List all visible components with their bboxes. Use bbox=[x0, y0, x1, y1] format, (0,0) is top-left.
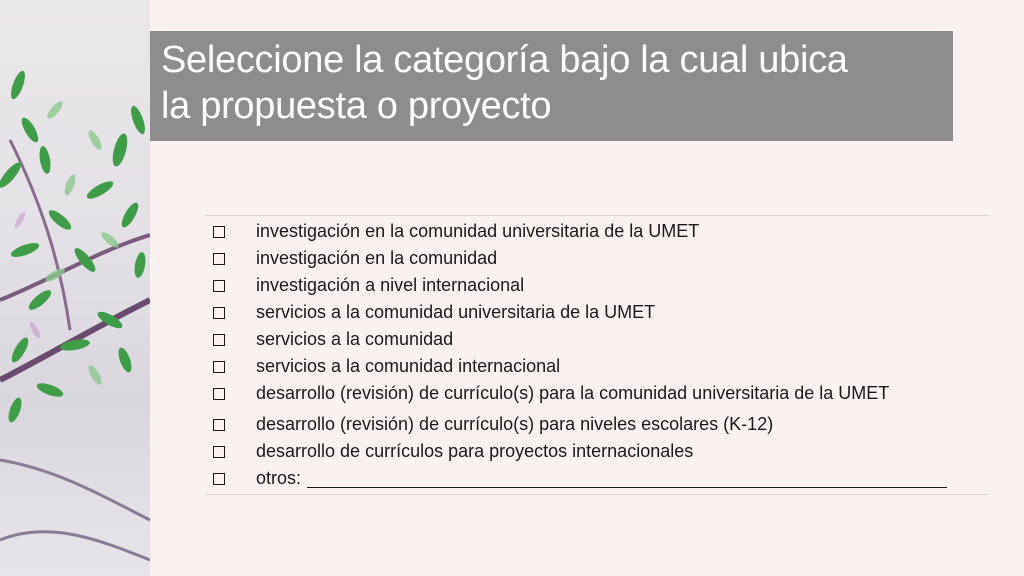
list-item-other bbox=[205, 465, 989, 492]
list-item bbox=[205, 272, 989, 299]
title-line-2: la propuesta o proyecto bbox=[161, 85, 552, 127]
checkbox[interactable] bbox=[213, 419, 225, 431]
checkbox[interactable] bbox=[213, 253, 225, 265]
item-label: servicios a la comunidad universitaria de la UMET bbox=[256, 302, 656, 322]
list-item bbox=[205, 353, 989, 380]
checkbox[interactable] bbox=[213, 446, 225, 458]
item-label: desarrollo (revisión) de currículo(s) para la comunidad universitaria de la UMET bbox=[256, 383, 890, 403]
slide-title bbox=[150, 31, 953, 141]
checkbox[interactable] bbox=[213, 388, 225, 400]
list-item bbox=[205, 411, 989, 438]
item-label: servicios a la comunidad bbox=[256, 329, 454, 349]
item-label: desarrollo de currículos para proyectos internacionales bbox=[256, 441, 694, 461]
list-item bbox=[205, 218, 989, 245]
list-item bbox=[205, 380, 989, 407]
list-item bbox=[205, 299, 989, 326]
title-line-1: Seleccione la categoría bajo la cual ubica bbox=[161, 39, 848, 81]
item-label: servicios a la comunidad internacional bbox=[256, 356, 561, 376]
decorative-leaf-image bbox=[0, 0, 150, 576]
other-label: otros: bbox=[256, 468, 302, 488]
item-label: desarrollo (revisión) de currículo(s) para niveles escolares (K-12) bbox=[256, 414, 774, 434]
checkbox[interactable] bbox=[213, 280, 225, 292]
item-label: investigación en la comunidad bbox=[256, 248, 498, 268]
checkbox[interactable] bbox=[213, 226, 225, 238]
item-label: investigación en la comunidad universitaria de la UMET bbox=[256, 221, 700, 241]
other-blank-line[interactable] bbox=[307, 469, 947, 488]
list-item bbox=[205, 245, 989, 272]
checkbox[interactable] bbox=[213, 361, 225, 373]
checkbox[interactable] bbox=[213, 473, 225, 485]
list-item bbox=[205, 326, 989, 353]
category-checklist bbox=[205, 215, 989, 495]
item-label: investigación a nivel internacional bbox=[256, 275, 525, 295]
checkbox[interactable] bbox=[213, 334, 225, 346]
checkbox[interactable] bbox=[213, 307, 225, 319]
list-item bbox=[205, 438, 989, 465]
